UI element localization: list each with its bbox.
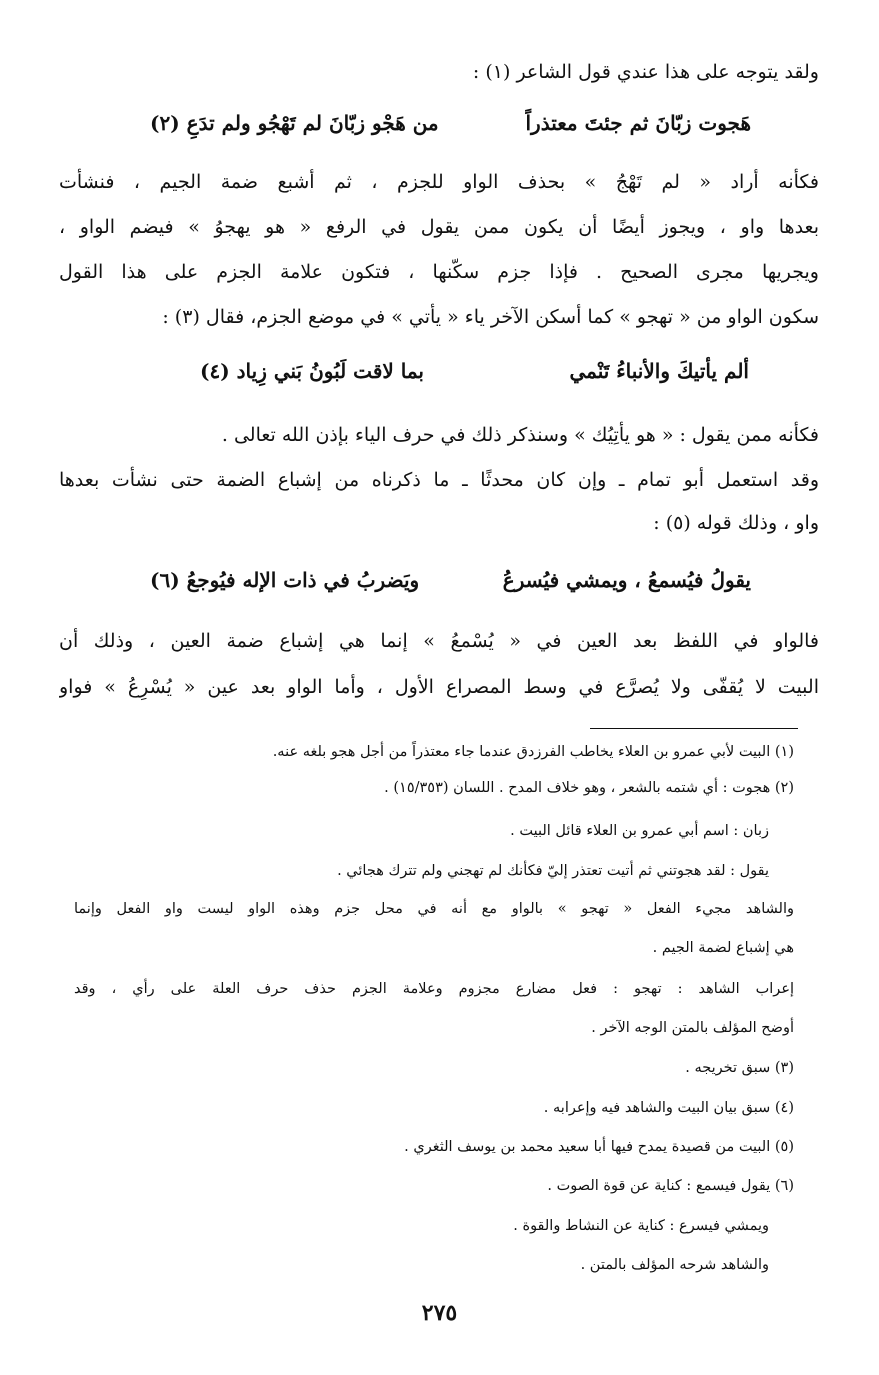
- para3-line: البيت لا يُقفّى ولا يُصرَّع في وسط المصراع الأول ، وأما الواو بعد عين « يُسْرِعُ » فواو: [59, 676, 819, 698]
- footnote-6: (٦) يقول فيسمع : كناية عن قوة الصوت .: [547, 1178, 794, 1194]
- footnote-5: (٥) البيت من قصيدة يمدح فيها أبا سعيد محمد بن يوسف الثغري .: [404, 1139, 794, 1155]
- footnote-2-continuation: هي إشباع لضمة الجيم .: [652, 940, 794, 956]
- para3-line: فالواو في اللفظ بعد العين في « يُسْمعُ » إنما هي إشباع ضمة العين ، وذلك أن: [59, 630, 819, 652]
- footnote-3: (٣) سبق تخريجه .: [685, 1060, 794, 1076]
- footnote-6-continuation: والشاهد شرحه المؤلف بالمتن .: [580, 1257, 769, 1273]
- footnote-2-continuation: والشاهد مجيء الفعل « تهجو » بالواو مع أنه في محل جزم وهذه الواو ليست واو الفعل وإنما: [74, 901, 794, 917]
- footnote-6-continuation: ويمشي فيسرع : كناية عن النشاط والقوة .: [513, 1218, 769, 1234]
- verse1-second-hemistich: من هَجْو زبّانَ لم تَهْجُو ولم تدَعِ (٢): [150, 111, 439, 135]
- para1-line: سكون الواو من « تهجو » كما أسكن الآخر ياء « يأتي » في موضع الجزم، فقال (٣) :: [162, 306, 819, 328]
- footnote-separator: [590, 728, 798, 729]
- verse3-first-hemistich: يقولُ فيُسمعُ ، ويمشي فيُسرعُ: [502, 568, 751, 592]
- para2-line: فكأنه ممن يقول : « هو يأتِيُك » وسنذكر ذلك في حرف الياء بإذن الله تعالى .: [221, 424, 819, 446]
- para2-line: وقد استعمل أبو تمام ـ وإن كان محدثًا ـ ما ذكرناه من إشباع الضمة حتى نشأت بعدها: [59, 469, 819, 491]
- para1-line: بعدها واو ، ويجوز أيضًا أن يكون ممن يقول في الرفع « هو يهجوُ » فيضم الواو ،: [59, 216, 819, 238]
- footnote-2-continuation: يقول : لقد هجوتني ثم أتيت تعتذر إليّ فكأنك لم تهجني ولم تترك هجائي .: [337, 863, 769, 879]
- footnote-2: (٢) هجوت : أي شتمه بالشعر ، وهو خلاف المدح . اللسان (١٥/٣٥٣) .: [384, 780, 794, 796]
- footnote-2-continuation: إعراب الشاهد : تهجو : فعل مضارع مجزوم وعلامة الجزم حذف حرف العلة على رأي ، وقد: [74, 981, 794, 997]
- verse2-second-hemistich: بما لاقت لَبُونُ بَني زِياد (٤): [200, 359, 424, 383]
- intro-line: ولقد يتوجه على هذا عندي قول الشاعر (١) :: [472, 61, 819, 83]
- para1-line: فكأنه أراد « لم تَهْجُ » بحذف الواو للجزم ، ثم أشبع ضمة الجيم ، فنشأت: [59, 171, 819, 193]
- para2-line: واو ، وذلك قوله (٥) :: [653, 512, 819, 534]
- footnote-1: (١) البيت لأبي عمرو بن العلاء يخاطب الفرزدق عندما جاء معتذراً من أجل هجو بلغه عنه.: [272, 744, 794, 760]
- para1-line: ويجريها مجرى الصحيح . فإذا جزم سكّنها ، فتكون علامة الجزم على هذا القول: [59, 261, 819, 283]
- verse3-second-hemistich: ويَضربُ في ذات الإله فيُوجعُ (٦): [150, 568, 420, 592]
- page-number: ٢٧٥: [421, 1300, 458, 1326]
- footnote-2-continuation: زبان : اسم أبي عمرو بن العلاء قائل البيت .: [510, 823, 769, 839]
- verse2-first-hemistich: ألم يأتيكَ والأنباءُ تَنْمي: [569, 359, 749, 383]
- verse1-first-hemistich: هَجوت زبّانَ ثم جئتَ معتذراً: [525, 111, 751, 135]
- footnote-2-continuation: أوضح المؤلف بالمتن الوجه الآخر .: [591, 1020, 794, 1036]
- footnote-4: (٤) سبق بيان البيت والشاهد فيه وإعرابه .: [543, 1100, 794, 1116]
